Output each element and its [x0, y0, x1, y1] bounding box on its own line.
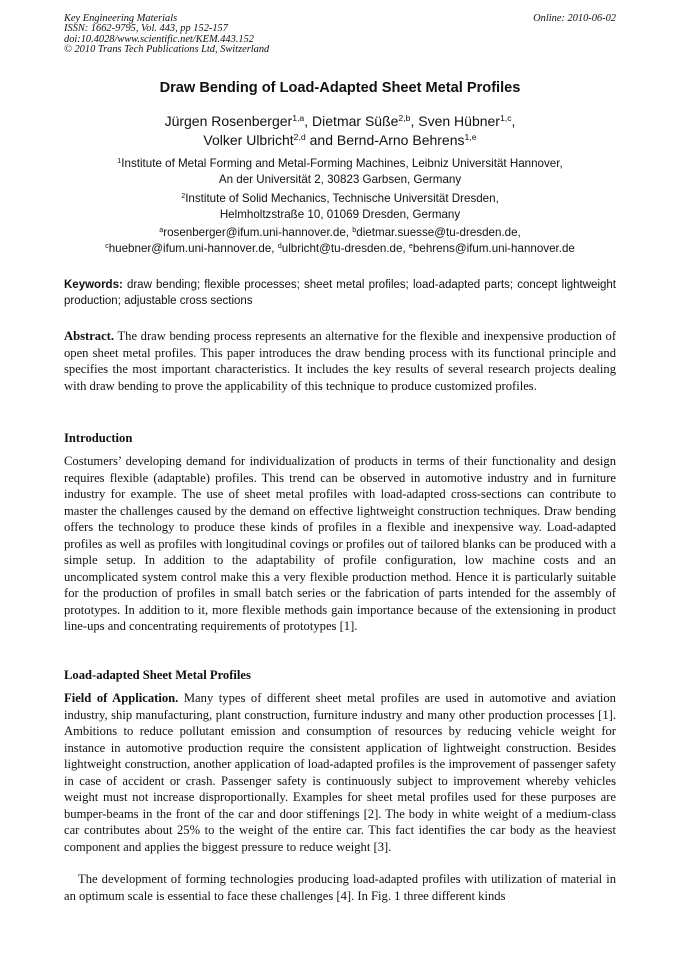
paper-title: Draw Bending of Load-Adapted Sheet Metal Profiles — [159, 80, 521, 96]
field-of-application-paragraph — [64, 690, 616, 855]
email-link[interactable]: behrens@ifum.uni-hannover.de — [412, 242, 575, 255]
author-line-2 — [64, 131, 616, 150]
abstract — [64, 328, 616, 394]
affiliation-line — [64, 191, 616, 207]
keywords-label: Keywords: — [64, 279, 123, 291]
affiliation-2 — [64, 191, 616, 223]
author-name: Dietmar Süße — [312, 113, 399, 129]
email-sup: e — [408, 241, 413, 251]
abstract-label: Abstract. — [64, 329, 115, 343]
section-heading-introduction: Introduction — [64, 431, 133, 445]
journal-issn: ISSN: 1662-9795, Vol. 443, pp 152-157 — [64, 23, 228, 35]
abstract-text: The draw bending process represents an alternative for the flexible and inexpensive production of open sheet metal profiles. This paper introduces the draw bending process with its functional principle and specifies the most important characteristics. It includes the key results of several research projects dealing with draw bending to prove the applicability of this technique to produce customized profiles. — [64, 329, 617, 393]
introduction-paragraph: Costumers’ developing demand for individualization of products in terms of their functionality and design requires flexible (adaptable) profiles. This trend can be observed in automotive industry and in furniture industry for example. The use of sheet metal profiles with load-adapted cross-sections can contribute to master the challenges caused by the demand on effective lightweight construction techniques. Draw bending offers the technology to produce these kinds of profiles in a flexible and inexpensive way. Load-adapted profiles as well as profiles with longitudinal covings or profiles out of tailored blanks can be produced with a simple setup. In addition to the adaptability of profile configuration, low machine costs and an uncomplicated system control make this a very flexible production method. Hence it is particularly suitable for the production of profiles in small batch series or the fabrication of parts intended for the assembly of prototypes. In addition to it, more flexible methods gain importance because of the extensioning in product line-ups and concentrating requirements of prototypes [1]. — [64, 454, 616, 633]
author-sup: 2,b — [398, 113, 411, 124]
author-separator: , — [511, 113, 516, 129]
email-list — [64, 225, 616, 257]
paragraph-text: Many types of different sheet metal profiles are used in automotive and aviation industry, ship manufacturing, plant construction, furniture industry and many other production processes [1]. Ambitions to reduce pollutant emission and consumption of resources by reducing vehicle weight for instance in automotive production require the consistent application of lightweight construction. Besides lightweight construction, another application of load-adapted profiles is the improvement of passenger safety in case of accident or crash. Passenger safety is continuously subject to improvement whereby vehicles weight must not increase disproportionally. Examples for sheet metal profiles used for these purposes are bumper-beams in the front of the car and door stiffenings [2]. The body in white weight of a medium-class car contributes about 25% to the weight of the entire car. This fact identifies the car body as the heaviest component and applies the biggest pressure to reduce weight [3]. — [64, 691, 616, 854]
email-sup: c — [105, 241, 109, 251]
email-sup: d — [277, 241, 282, 251]
author-sup: 1,e — [464, 132, 477, 143]
author-sup: 1,a — [292, 113, 305, 124]
affiliation-sup: 1 — [117, 156, 122, 166]
email-sup: b — [352, 225, 357, 235]
author-sup: 1,c — [499, 113, 512, 124]
email-line-1 — [64, 225, 616, 241]
affiliation-address: Helmholtzstraße 10, 01069 Dresden, Germany — [219, 208, 461, 221]
author-separator: and — [309, 132, 333, 148]
section-heading-load-adapted: Load-adapted Sheet Metal Profiles — [64, 668, 251, 682]
affiliation-address: An der Universität 2, 30823 Garbsen, Germany — [218, 173, 462, 186]
affiliation-text: Institute of Solid Mechanics, Technische Universität Dresden, — [185, 192, 499, 205]
author-name: Jürgen Rosenberger — [164, 113, 293, 129]
journal-header — [64, 14, 616, 56]
author-list — [64, 112, 616, 150]
keywords — [64, 277, 616, 309]
affiliation-sup: 2 — [181, 191, 186, 201]
online-date: Online: 2010-06-02 — [533, 13, 616, 24]
affiliation-text: Institute of Metal Forming and Metal-Forming Machines, Leibniz Universität Hannover, — [121, 157, 563, 170]
author-sup: 2,d — [293, 132, 306, 143]
author-separator: , — [304, 113, 309, 129]
author-name: Sven Hübner — [418, 113, 500, 129]
email-link[interactable]: rosenberger@ifum.uni-hannover.de, — [163, 226, 350, 239]
author-line-1 — [64, 112, 616, 131]
journal-doi: doi:10.4028/www.scientific.net/KEM.443.152 — [64, 33, 254, 45]
email-link[interactable]: ulbricht@tu-dresden.de, — [281, 242, 406, 255]
email-link[interactable]: dietmar.suesse@tu-dresden.de, — [356, 226, 521, 239]
keywords-text: draw bending; flexible processes; sheet metal profiles; load-adapted parts; concept lightweight production; adjustable cross sections — [64, 279, 616, 307]
journal-name: Key Engineering Materials — [64, 13, 178, 24]
journal-copyright: © 2010 Trans Tech Publications Ltd, Switzerland — [64, 44, 270, 56]
paragraph-label: Field of Application. — [64, 691, 179, 705]
email-link[interactable]: huebner@ifum.uni-hannover.de, — [108, 242, 275, 255]
affiliation-1 — [64, 156, 616, 188]
author-name: Volker Ulbricht — [203, 132, 294, 148]
development-paragraph: The development of forming technologies producing load-adapted profiles with utilization of material in an optimum scale is essential to face these challenges [4]. In Fig. 1 three different kinds — [64, 872, 616, 903]
author-separator: , — [410, 113, 415, 129]
author-name: Bernd-Arno Behrens — [336, 132, 465, 148]
affiliation-line — [64, 156, 616, 172]
email-sup: a — [159, 225, 164, 235]
email-line-2 — [64, 241, 616, 257]
